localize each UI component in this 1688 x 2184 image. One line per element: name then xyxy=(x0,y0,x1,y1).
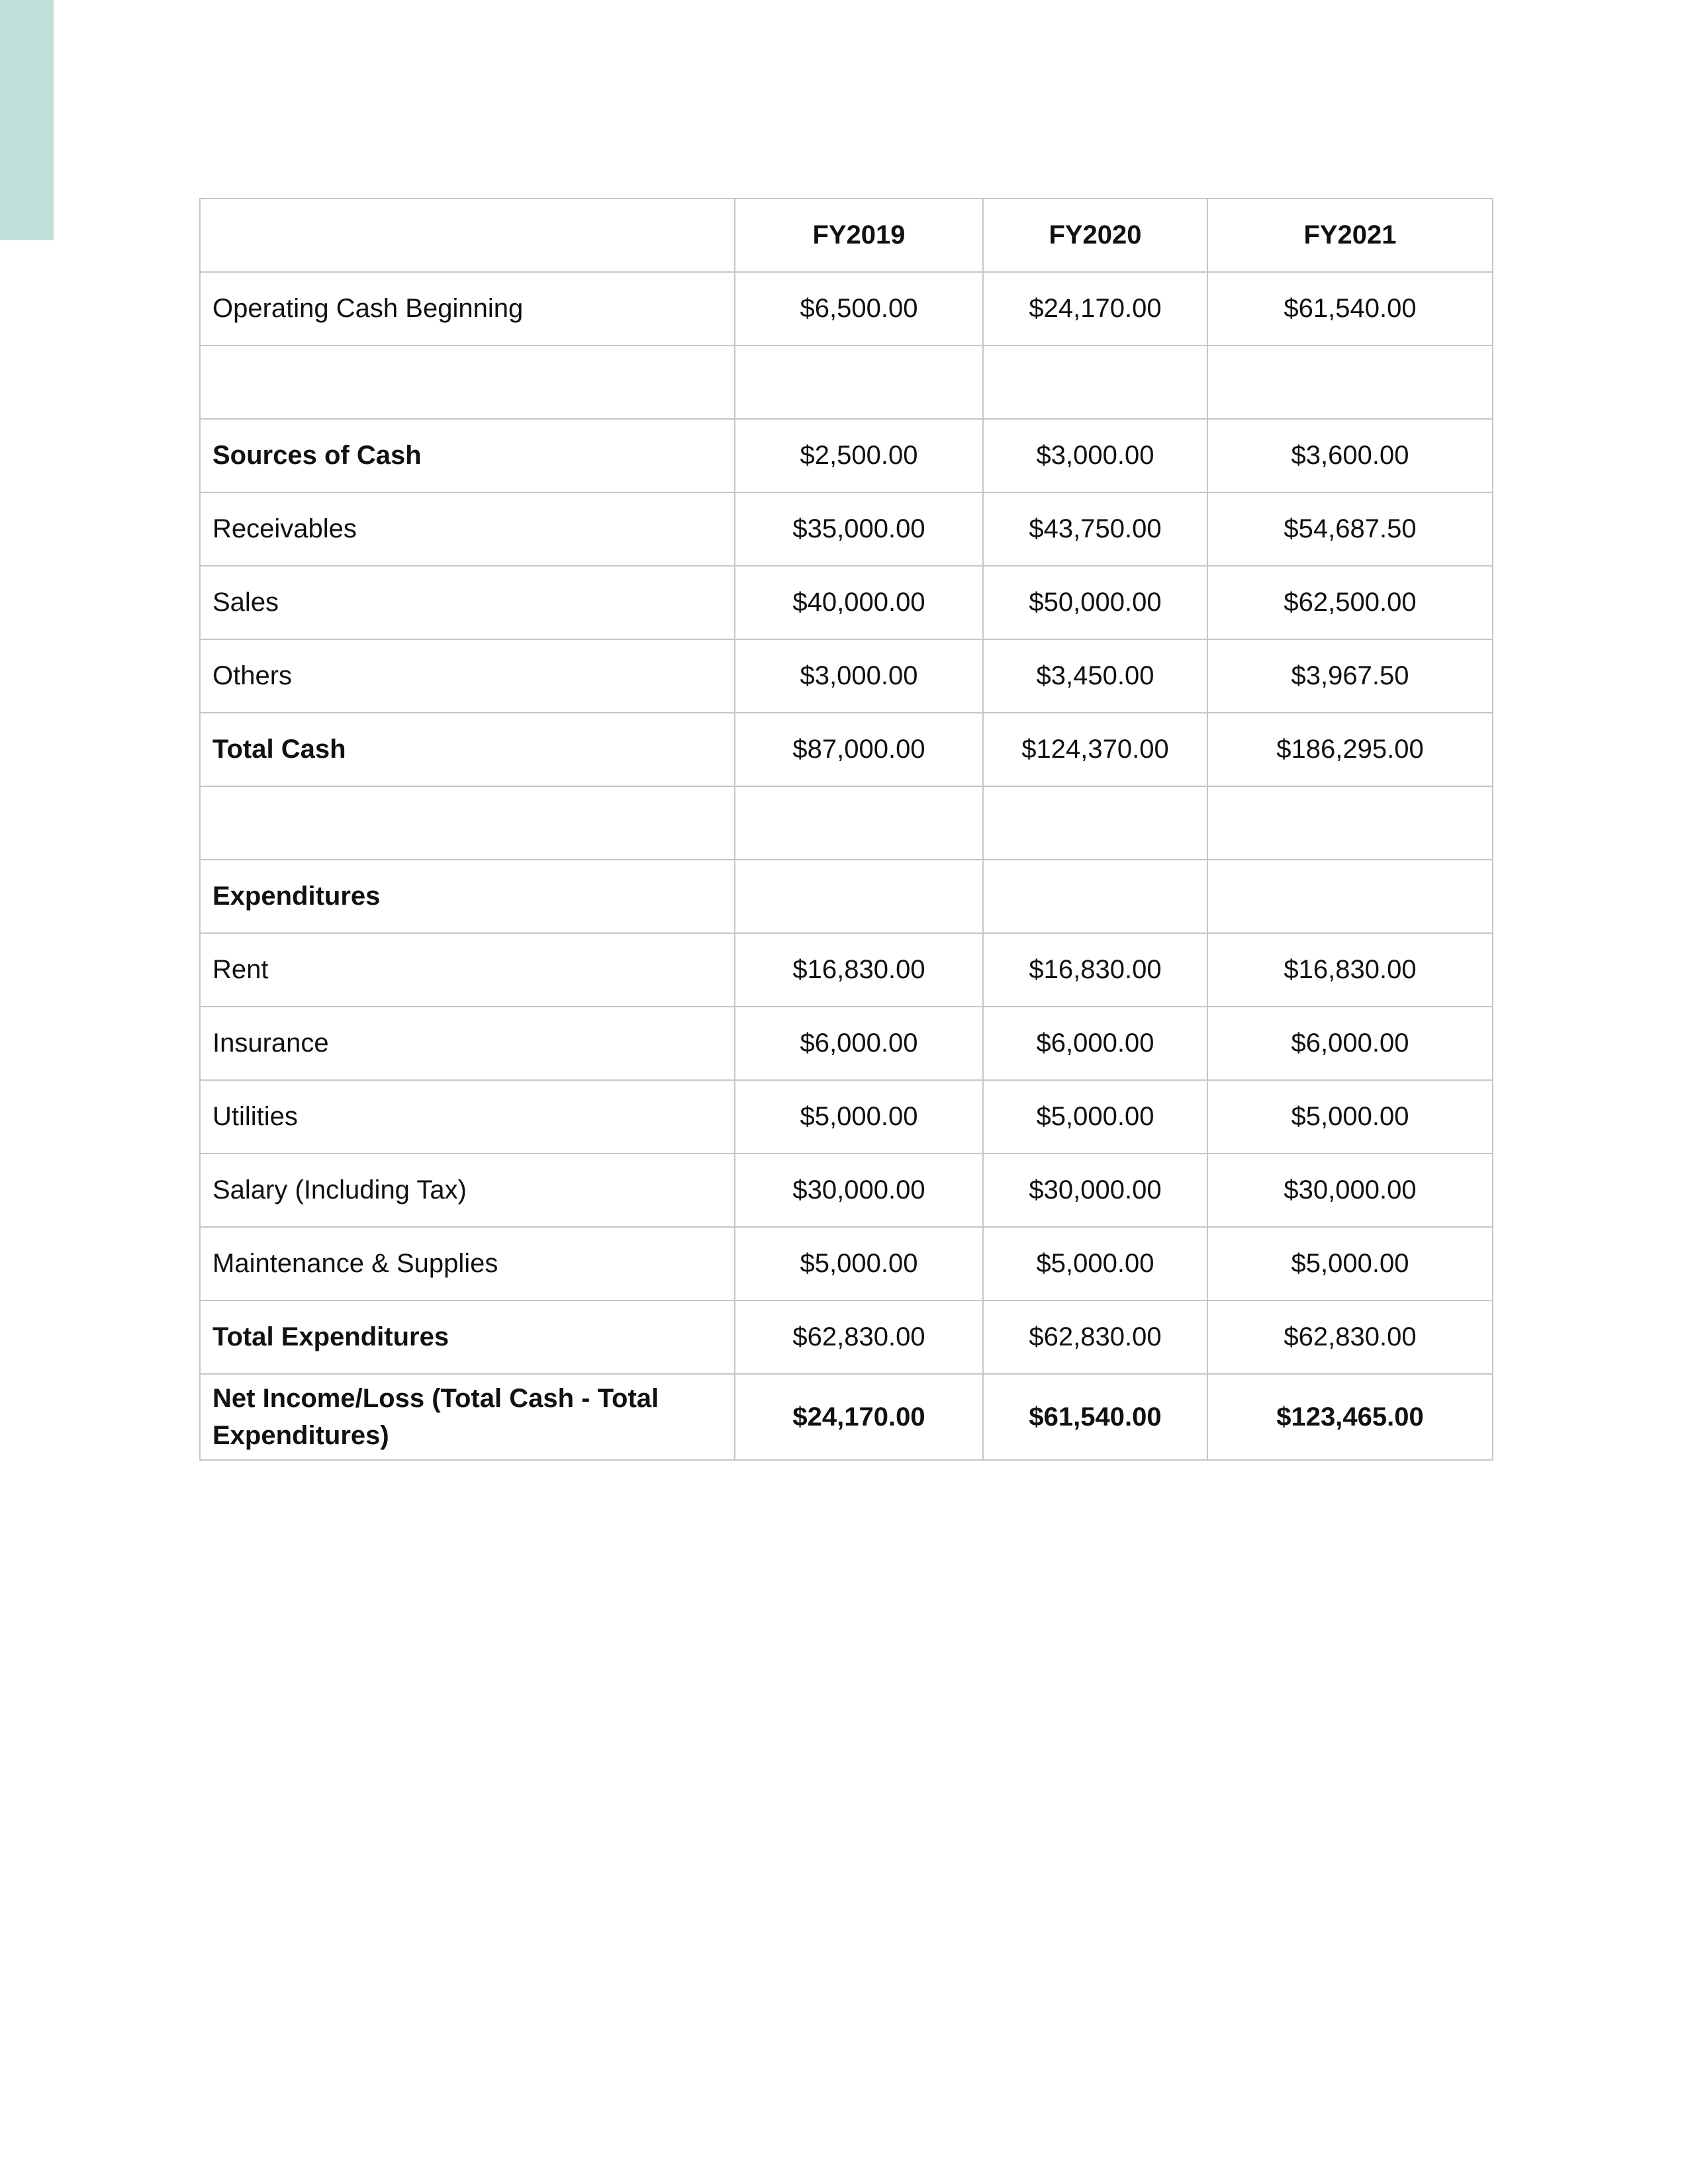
cell-fy2020: $16,830.00 xyxy=(983,933,1207,1007)
cell-fy2020 xyxy=(983,345,1207,419)
row-label: Insurance xyxy=(200,1007,735,1080)
header-cell-fy2021: FY2021 xyxy=(1207,199,1493,272)
table-row xyxy=(200,933,1493,1007)
cell-fy2020: $61,540.00 xyxy=(983,1374,1207,1460)
header-cell-label xyxy=(200,199,735,272)
cell-fy2021: $186,295.00 xyxy=(1207,713,1493,786)
table-row xyxy=(200,566,1493,639)
cell-fy2021: $30,000.00 xyxy=(1207,1154,1493,1227)
cell-fy2019: $62,830.00 xyxy=(735,1300,983,1374)
row-label: Sources of Cash xyxy=(200,419,735,492)
cell-fy2020: $30,000.00 xyxy=(983,1154,1207,1227)
table-row xyxy=(200,1080,1493,1154)
cell-fy2019: $6,000.00 xyxy=(735,1007,983,1080)
table-body xyxy=(200,272,1493,1460)
cell-fy2020: $43,750.00 xyxy=(983,492,1207,566)
row-label xyxy=(200,345,735,419)
cell-fy2020 xyxy=(983,786,1207,860)
table-row xyxy=(200,639,1493,713)
cell-fy2019: $24,170.00 xyxy=(735,1374,983,1460)
row-label: Salary (Including Tax) xyxy=(200,1154,735,1227)
cash-flow-table xyxy=(199,198,1493,1461)
table-row xyxy=(200,1154,1493,1227)
cell-fy2020: $62,830.00 xyxy=(983,1300,1207,1374)
table-row xyxy=(200,272,1493,345)
table-row xyxy=(200,786,1493,860)
header-row xyxy=(200,199,1493,272)
cell-fy2020: $24,170.00 xyxy=(983,272,1207,345)
cell-fy2021 xyxy=(1207,786,1493,860)
cell-fy2019: $30,000.00 xyxy=(735,1154,983,1227)
cell-fy2021: $5,000.00 xyxy=(1207,1227,1493,1300)
row-label: Expenditures xyxy=(200,860,735,933)
cell-fy2019: $35,000.00 xyxy=(735,492,983,566)
row-label: Total Expenditures xyxy=(200,1300,735,1374)
side-tab-decoration xyxy=(0,0,54,240)
cell-fy2020 xyxy=(983,860,1207,933)
cell-fy2019: $40,000.00 xyxy=(735,566,983,639)
cell-fy2021: $3,967.50 xyxy=(1207,639,1493,713)
cell-fy2021: $54,687.50 xyxy=(1207,492,1493,566)
cell-fy2019: $87,000.00 xyxy=(735,713,983,786)
cell-fy2020: $3,000.00 xyxy=(983,419,1207,492)
cell-fy2021: $62,500.00 xyxy=(1207,566,1493,639)
table-row xyxy=(200,345,1493,419)
cell-fy2020: $5,000.00 xyxy=(983,1080,1207,1154)
cell-fy2019 xyxy=(735,860,983,933)
row-label: Others xyxy=(200,639,735,713)
table-row xyxy=(200,713,1493,786)
cell-fy2019: $2,500.00 xyxy=(735,419,983,492)
cell-fy2019: $5,000.00 xyxy=(735,1227,983,1300)
cell-fy2020: $50,000.00 xyxy=(983,566,1207,639)
row-label: Total Cash xyxy=(200,713,735,786)
row-label xyxy=(200,786,735,860)
cell-fy2021: $3,600.00 xyxy=(1207,419,1493,492)
cell-fy2020: $6,000.00 xyxy=(983,1007,1207,1080)
cell-fy2021: $62,830.00 xyxy=(1207,1300,1493,1374)
cell-fy2021 xyxy=(1207,345,1493,419)
table-row xyxy=(200,1007,1493,1080)
row-label: Operating Cash Beginning xyxy=(200,272,735,345)
cell-fy2021: $5,000.00 xyxy=(1207,1080,1493,1154)
cell-fy2020: $5,000.00 xyxy=(983,1227,1207,1300)
cell-fy2019: $3,000.00 xyxy=(735,639,983,713)
cell-fy2019: $6,500.00 xyxy=(735,272,983,345)
table-row xyxy=(200,1300,1493,1374)
header-cell-fy2020: FY2020 xyxy=(983,199,1207,272)
row-label: Net Income/Loss (Total Cash - Total Expenditures) xyxy=(200,1374,735,1460)
table-row xyxy=(200,419,1493,492)
cell-fy2019 xyxy=(735,786,983,860)
cell-fy2021: $6,000.00 xyxy=(1207,1007,1493,1080)
cell-fy2021: $16,830.00 xyxy=(1207,933,1493,1007)
table-row xyxy=(200,1374,1493,1460)
table-row xyxy=(200,1227,1493,1300)
cell-fy2019: $16,830.00 xyxy=(735,933,983,1007)
cell-fy2021: $61,540.00 xyxy=(1207,272,1493,345)
row-label: Utilities xyxy=(200,1080,735,1154)
cell-fy2019: $5,000.00 xyxy=(735,1080,983,1154)
cell-fy2020: $124,370.00 xyxy=(983,713,1207,786)
cell-fy2021: $123,465.00 xyxy=(1207,1374,1493,1460)
table-row xyxy=(200,860,1493,933)
row-label: Maintenance & Supplies xyxy=(200,1227,735,1300)
cell-fy2020: $3,450.00 xyxy=(983,639,1207,713)
row-label: Sales xyxy=(200,566,735,639)
cell-fy2021 xyxy=(1207,860,1493,933)
header-cell-fy2019: FY2019 xyxy=(735,199,983,272)
row-label: Rent xyxy=(200,933,735,1007)
table-row xyxy=(200,492,1493,566)
cell-fy2019 xyxy=(735,345,983,419)
row-label: Receivables xyxy=(200,492,735,566)
